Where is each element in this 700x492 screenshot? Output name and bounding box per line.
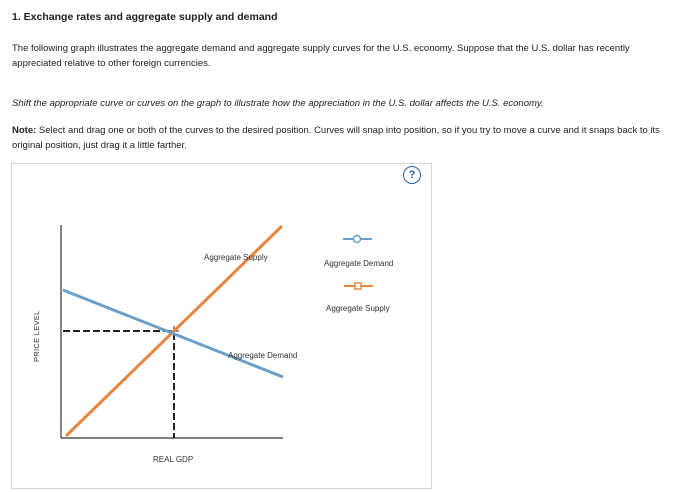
question-instruction: Shift the appropriate curve or curves on the graph to illustrate how the appreciation in the U.S. dollar affects the U.S. economy. [12, 98, 544, 109]
legend-demand-label: Aggregate Demand [324, 259, 394, 268]
note-label: Note: [12, 125, 37, 136]
help-icon[interactable]: ? [403, 166, 421, 184]
question-intro: The following graph illustrates the aggregate demand and aggregate supply curves for the U.S. economy. Suppose that the U.S. dollar has recently appreciated relative to other foreign currencies. [12, 43, 630, 69]
legend-supply-label: Aggregate Supply [326, 304, 390, 313]
y-axis-label: PRICE LEVEL [32, 310, 41, 362]
legend-supply-square-icon[interactable] [355, 283, 361, 289]
aggregate-supply-label: Aggregate Supply [204, 253, 268, 262]
aggregate-demand-label: Aggregate Demand [228, 351, 298, 360]
note-text: Select and drag one or both of the curves to the desired position. Curves will snap into position, so if you try to move a curve and it snaps back to its original position, just drag it a little farther. [12, 125, 660, 151]
question-title: 1. Exchange rates and aggregate supply and demand [12, 11, 278, 23]
legend-demand-circle-icon[interactable] [354, 236, 361, 243]
x-axis-label: REAL GDP [153, 455, 194, 464]
